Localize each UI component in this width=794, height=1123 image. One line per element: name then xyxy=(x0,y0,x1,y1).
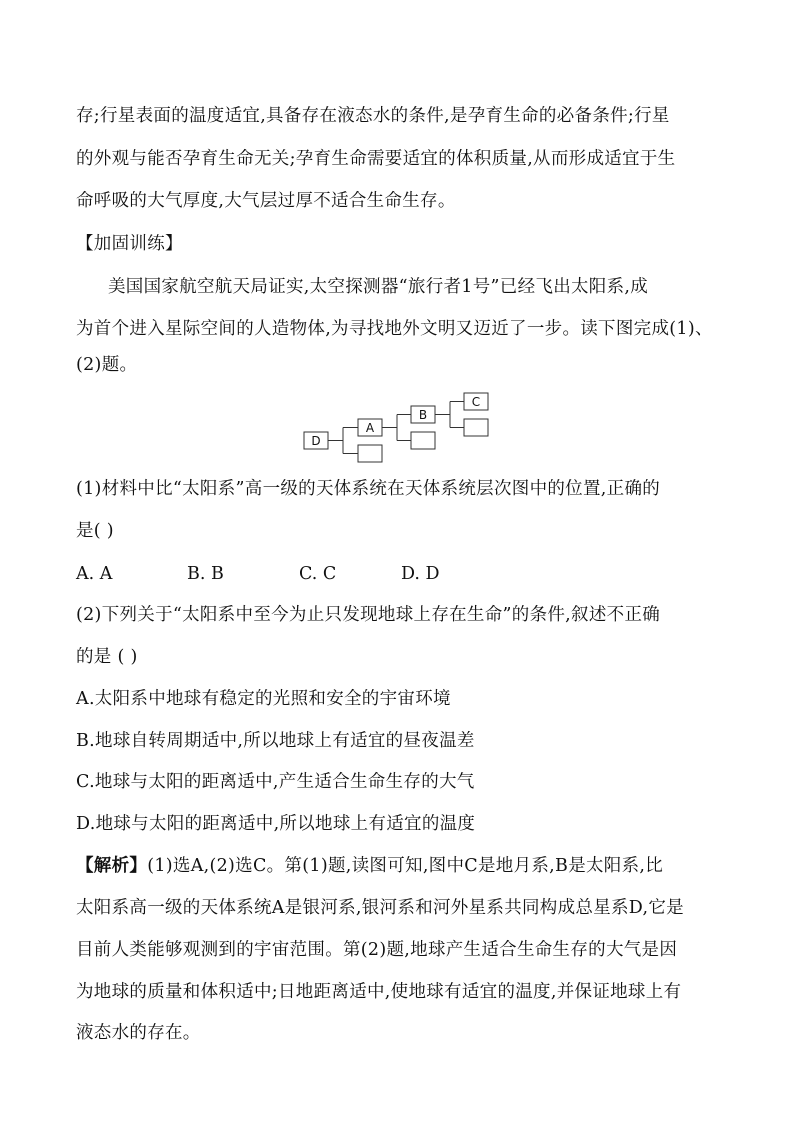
analysis-line: 液态水的存在。 xyxy=(76,1023,201,1043)
q2-option-d: D.地球与太阳的距离适中,所以地球上有适宜的温度 xyxy=(76,814,476,834)
question-2-line: (2)下列关于“太阳系中至今为止只发现地球上存在生命”的条件,叙述不正确 xyxy=(76,605,661,625)
intro-line: 命呼吸的大气厚度,大气层过厚不适合生命生存。 xyxy=(76,191,456,211)
passage-line: 美国国家航空航天局证实,太空探测器“旅行者1号”已经飞出太阳系,成 xyxy=(108,277,649,297)
diagram-label-b: B xyxy=(418,408,428,422)
q1-option-d: D. D xyxy=(401,564,440,584)
analysis-line: (1)选A,(2)选C。第(1)题,读图可知,图中C是地月系,B是太阳系,比 xyxy=(147,856,664,876)
analysis-first-line xyxy=(76,855,663,877)
q2-option-a: A.太阳系中地球有稳定的光照和安全的宇宙环境 xyxy=(76,689,451,709)
celestial-hierarchy-diagram xyxy=(300,388,500,468)
diagram-label-c: C xyxy=(471,395,481,409)
diagram-label-a: A xyxy=(365,421,375,435)
analysis-line: 目前人类能够观测到的宇宙范围。第(2)题,地球产生适合生命生存的大气是因 xyxy=(76,940,678,960)
analysis-line: 太阳系高一级的天体系统A是银河系,银河系和河外星系共同构成总星系D,它是 xyxy=(76,898,684,918)
question-1-line: (1)材料中比“太阳系”高一级的天体系统在天体系统层次图中的位置,正确的 xyxy=(76,479,661,499)
section-heading: 【加固训练】 xyxy=(76,234,183,254)
q1-option-c: C. C xyxy=(299,564,337,584)
intro-line: 的外观与能否孕育生命无关;孕育生命需要适宜的体积质量,从而形成适宜于生 xyxy=(76,149,676,169)
q1-option-a: A. A xyxy=(76,564,113,584)
intro-line: 存;行星表面的温度适宜,具备存在液态水的条件,是孕育生命的必备条件;行星 xyxy=(76,106,670,126)
passage-line: (2)题。 xyxy=(76,355,138,375)
analysis-tag: 【解析】 xyxy=(76,856,148,876)
analysis-line: 为地球的质量和体积适中;日地距离适中,使地球有适宜的温度,并保证地球上有 xyxy=(76,982,682,1002)
q1-option-b: B. B xyxy=(187,564,224,584)
diagram-box-empty xyxy=(358,445,382,462)
passage-line: 为首个进入星际空间的人造物体,为寻找地外文明又迈近了一步。读下图完成(1)、 xyxy=(76,319,713,339)
q2-option-b: B.地球自转周期适中,所以地球上有适宜的昼夜温差 xyxy=(76,731,475,751)
question-1-line: 是( ) xyxy=(76,521,114,541)
question-2-line: 的是 ( ) xyxy=(76,647,138,667)
diagram-label-d: D xyxy=(311,434,321,448)
q2-option-c: C.地球与太阳的距离适中,产生适合生命生存的大气 xyxy=(76,772,475,792)
diagram-box-empty xyxy=(464,419,488,436)
diagram-box-empty xyxy=(411,432,435,449)
